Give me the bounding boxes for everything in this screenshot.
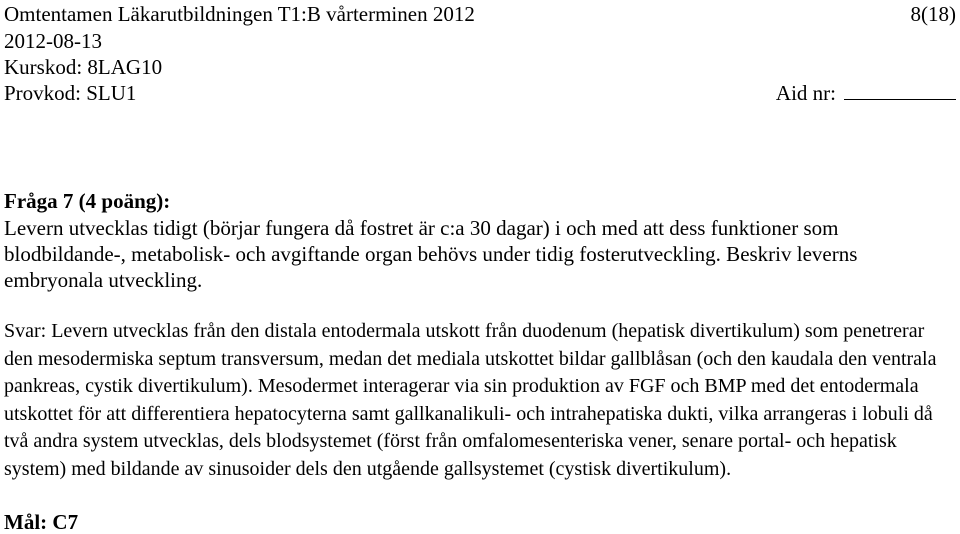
exam-code: Provkod: SLU1 <box>4 81 137 105</box>
goal-label: Mål: C7 <box>4 510 79 534</box>
header-row-1 <box>4 1 956 27</box>
question-text: Levern utvecklas tidigt (börjar fungera då fostret är c:a 30 dagar) i och med att dess funktioner som blodbildande-, metabolisk- och avgiftande organ behövs under tidig fosterutveckling. Beskriv leverns embryonala utveckling. <box>4 216 858 292</box>
header-row-4 <box>4 80 956 106</box>
aid-label: Aid nr: <box>775 81 836 105</box>
exam-page <box>4 0 956 533</box>
exam-date: 2012-08-13 <box>4 29 102 53</box>
question-title: Fråga 7 (4 poäng): <box>4 189 171 213</box>
course-code: Kurskod: 8LAG10 <box>4 55 163 79</box>
aid-blank-line <box>844 81 956 100</box>
page-number: 8(18) <box>910 2 956 26</box>
answer-text: Svar: Levern utvecklas från den distala entodermala utskott från duodenum (hepatisk divertikulum) som penetrerar den mesodermiska septum transversum, medan det mediala utskottet bildar gallblåsan (och den kaudala den ventrala pankreas, cystik divertikulum). Mesodermet interagerar via sin produktion av FGF och BMP med det entodermala utskottet för att differentiera hepatocyterna samt gallkanalikuli- och intrahepatiska dukti, vilka arrangeras i lobuli då två andra system utvecklas, dels blodsystemet (först från omfalomesenteriska vener, senare portal- och hepatisk system) med bildande av sinusoider dels den utgående gallsystemet (cystisk divertikulum). <box>4 320 937 480</box>
aid-number-field <box>776 80 956 106</box>
exam-title: Omtentamen Läkarutbildningen T1:B vårterminen 2012 <box>4 2 475 26</box>
